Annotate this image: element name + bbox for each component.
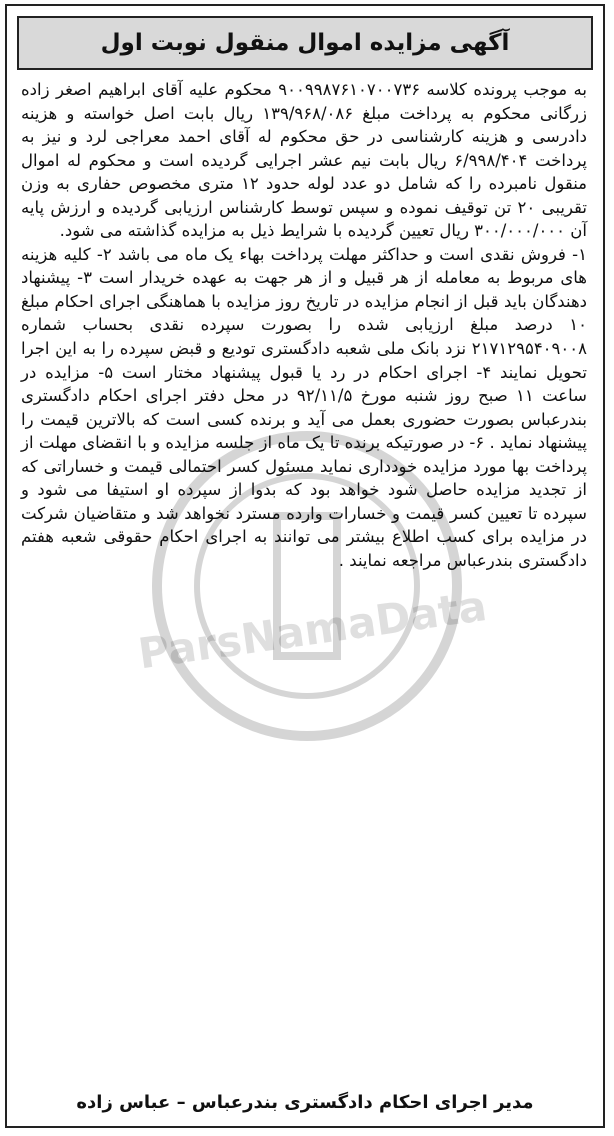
notice-body: [21, 78, 587, 572]
body-paragraph-2: ۱- فروش نقدی است و حداکثر مهلت پرداخت بهاء یک ماه می باشد ۲- کلیه هزینه های مربوط به معامله از هر قبیل و از هر جهت به عهده خریدار است ۳- پیشنهاد دهندگان باید قبل از انجام مزایده در تاریخ روز مزایده با هماهنگی اجرای احکام مبلغ ۱۰ درصد مبلغ ارزیابی شده را بصورت سپرده نقدی بحساب شماره ۲۱۷۱۲۹۵۴۰۹۰۰۸ نزد بانک ملی شعبه دادگستری تودیع و قبض سپرده را به این اجرا تحویل نمایند ۴- اجرای احکام در رد یا قبول پیشنهاد مختار است ۵- مزایده در ساعت ۱۱ صبح روز شنبه مورخ ۹۲/۱۱/۵ در محل دفتر اجرای احکام دادگستری بندرعباس بصورت حضوری بعمل می آید و برنده کسی است که بالاترین قیمت را پیشنهاد نماید . ۶- در صورتیکه برنده تا یک ماه از جلسه مزایده و با انقضای مهلت از پرداخت بها مورد مزایده خودداری نماید مسئول کسر احتمالی قیمت و خساراتی که از تجدید مزایده حاصل شود خواهد بود که بدوا از سپرده او استیفا می شود و سپرده تا تعیین کسر قیمت و خسارات وارده مسترد نخواهد شد و متقاضیان شرکت در مزایده برای کسب اطلاع بیشتر می توانند به اجرای احکام حقوقی شعبه هفتم دادگستری بندرعباس مراجعه نمایند .: [21, 244, 588, 570]
auction-notice: [5, 4, 605, 1128]
title-box: [17, 16, 593, 70]
signature: مدیر اجرای احکام دادگستری بندرعباس – عباس زاده: [76, 1092, 534, 1113]
body-paragraph-1: به موجب پرونده کلاسه ۹۰۰۹۹۸۷۶۱۰۷۰۰۷۳۶ محکوم علیه آقای ابراهیم اصغر زاده زرگانی محکوم به پرداخت مبلغ ۱۳۹/۹۶۸/۰۸۶ ریال بابت اصل خواسته و هزینه دادرسی و هزینه کارشناسی در حق محکوم له آقای احمد معراجی لرد و نیز به پرداخت ۶/۹۹۸/۴۰۴ ریال بابت نیم عشر اجرایی گردیده است و محکوم له اموال منقول نامبرده را که شامل دو عدد لوله حدود ۱۲ متری مخصوص حفاری به وزن تقریبی ۲۰ تن توقیف نموده و سپس توسط کارشناس ارزیابی گردیده و ارزش پایه آن ۳۰۰/۰۰۰/۰۰۰ ریال تعیین گردیده با شرایط ذیل به مزایده گذاشته می شود.: [21, 80, 588, 241]
notice-title: آگهی مزایده اموال منقول نوبت اول: [100, 30, 510, 56]
watermark-text: ParsNamaData: [135, 581, 490, 679]
